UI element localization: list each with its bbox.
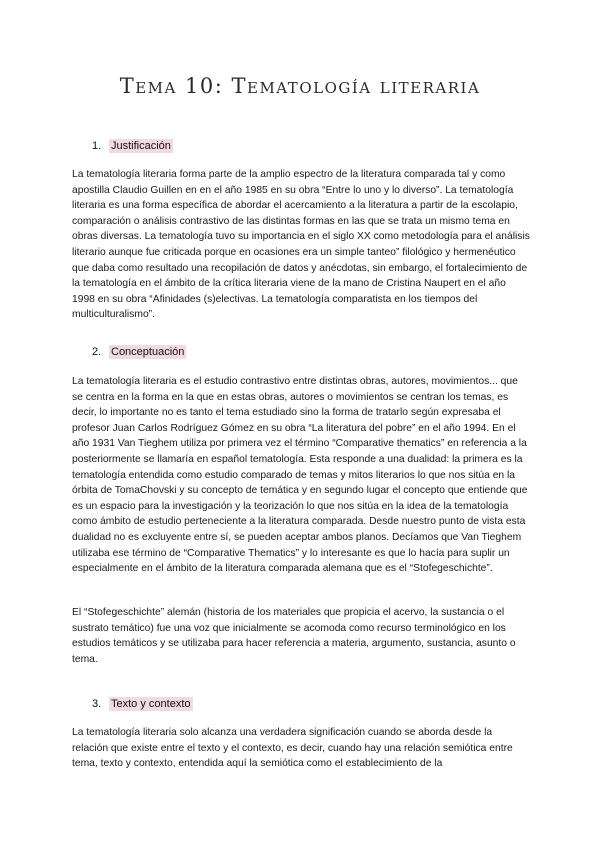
section-number: 1. <box>92 140 102 152</box>
paragraph: El “Stofegeschichte” alemán (historia de los materiales que propicia el acervo, la sustancia o el sustrato temático) fue una voz que inicialmente se acomoda como recurso terminológico en los estudios temáticos y se utilizaba para hacer referencia a materia, argumento, sustancia, asunto o tema. <box>72 607 516 665</box>
section-heading-texto-y-contexto <box>92 697 193 712</box>
paragraph: La tematología literaria es el estudio contrastivo entre distintas obras, autores, movimientos... que se centra en la forma en la que en estas obras, autores o movimientos se centran los temas, es decir, lo importante no es tanto el tema estudiado sino la forma de tratarlo según expresaba el profesor Juan Carlos Rodríguez Gómez en su obra “La literatura del pobre” en el año 1994. En el año 1931 Van Tieghem utiliza por primera vez el término “Comparative thematics” en referencia a la posteriormente se llamaría en español tematología. Esta responde a una dualidad: la primera es la tematología entendida como estudio comparado de temas y mitos literarios lo que nos sitúa en la órbita de TomaChovski y su concepto de temática y en segundo lugar el concepto que entiende que es un espacio para la investigación y la teorización lo que nos sitúa en la idea de la tematología como ámbito de estudio perteneciente a la literatura comparada. Desde nuestro punto de vista esta dualidad no es excluyente entre sí, se pueden aceptar ambos planos. Decíamos que Van Tieghem utilizaba ese término de “Comparative Thematics” y lo interesante es que lo hacía para suplir un especialmente en el ámbito de la literatura comparada alemana que es el “Stofegeschichte”. <box>72 376 528 575</box>
section-title: Conceptuación <box>111 346 185 358</box>
section-title: Texto y contexto <box>111 698 191 710</box>
section-heading-conceptuacion <box>92 345 186 360</box>
section-title: Justificación <box>111 140 171 152</box>
paragraph: La tematología literaria forma parte de la amplio espectro de la literatura comparada tal y como apostilla Claudio Guillen en en el año 1985 en su obra “Entre lo uno y lo diverso”. La tematología literaria es una forma específica de abordar el acercamiento a la literatura a partir de la escolapio, comparación o análisis contrastivo de las distintas formas en las que se trata un mismo tema en obras diversas. La tematología tuvo su importancia en el siglo XX como metodología para el análisis literario aunque fue criticada porque en ocasiones era un simple tanteo” filológico y hermenéutico que daba como resultado una recopilación de datos y anécdotas, sin embargo, el fortalecimiento de la tematología en el ámbito de la crítica literaria viene de la mano de Cristina Naupert en el año 1998 en su obra “Afinidades (s)electivas. La tematología comparatista en los tiempos del multiculturalismo”. <box>72 169 530 321</box>
section-number: 3. <box>92 698 102 710</box>
paragraph: La tematología literaria solo alcanza una verdadera significación cuando se aborda desde la relación que existe entre el texto y el contexto, es decir, cuando hay una relación semiótica entre tema, texto y contexto, entendida aquí la semiótica como el establecimiento de la <box>72 727 513 770</box>
section-heading-justificacion <box>92 139 173 154</box>
page-title: Tema 10: Tematología literaria <box>119 74 481 98</box>
section-number: 2. <box>92 346 102 358</box>
